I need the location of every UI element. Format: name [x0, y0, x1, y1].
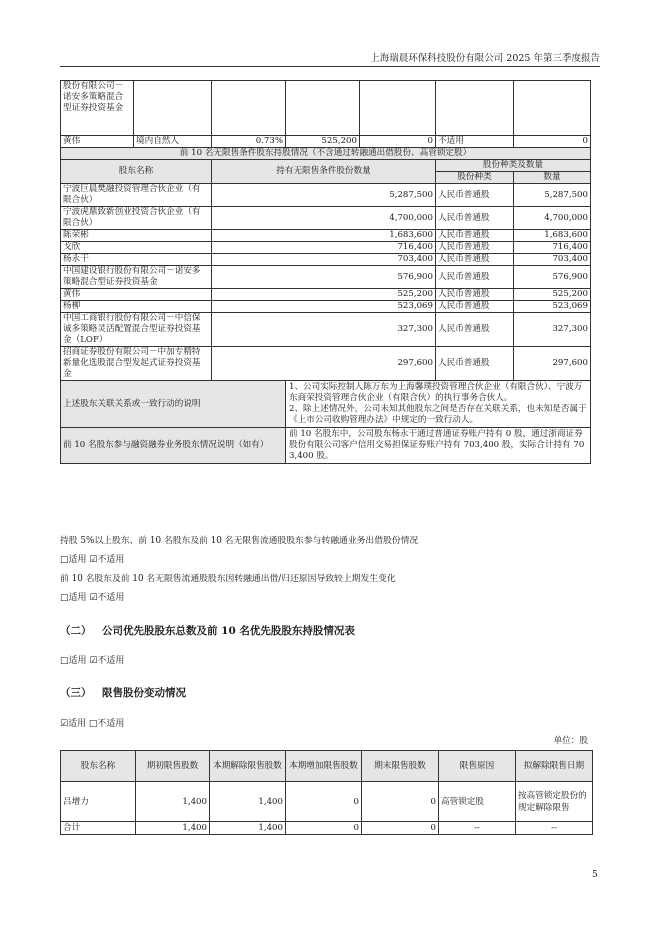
col-header: 股东名称 [61, 751, 136, 782]
unrestricted-qty: 525,200 [212, 289, 436, 301]
note-securities-lending-option: □适用 ☑不适用 [60, 555, 125, 565]
unrestricted-count: 5,287,500 [514, 184, 591, 207]
table-row [61, 81, 591, 136]
relation-text-2: 2、除上述情况外，公司未知其他股东之间是否存在关联关系，也未知是否属于《上市公司收购管理办法》中规定的一致行动人。 [289, 404, 587, 425]
preferred-option: □适用 ☑不适用 [60, 656, 125, 666]
unrestricted-type: 人民币普通股 [436, 301, 514, 313]
unrestricted-title: 前 10 名无限售条件股东持股情况（不含通过转融通出借股份、高管锁定股） [61, 148, 591, 160]
unrestricted-type: 人民币普通股 [436, 347, 514, 381]
unrestricted-type: 人民币普通股 [436, 313, 514, 347]
holder-ratio: 0.73% [212, 136, 286, 148]
unrestricted-qty: 703,400 [212, 254, 436, 266]
col-header-type: 股份种类 [436, 172, 514, 184]
page-number: 5 [592, 870, 598, 880]
unrestricted-type: 人民币普通股 [436, 230, 514, 242]
cell: 合计 [61, 822, 136, 835]
note-lending-change: 前 10 名股东及前 10 名无限售流通股股东因转融通出借/归还原因导致较上期发生变化 [60, 574, 396, 584]
col-header-name: 股东名称 [61, 160, 212, 184]
table-row [61, 136, 591, 148]
unrestricted-name: 戈欣 [61, 242, 212, 254]
restricted-option: ☑适用 □不适用 [60, 719, 125, 729]
cell: 按高管锁定股份的规定解除限售 [516, 782, 593, 822]
section-title: 限售股份变动情况 [102, 687, 186, 699]
col-header: 期末限售股数 [362, 751, 439, 782]
col-header-qty: 持有无限售条件股份数量 [212, 160, 436, 184]
holder-name: 黄伟 [61, 136, 134, 148]
holder-shares: 525,200 [286, 136, 360, 148]
cell: 0 [362, 782, 439, 822]
table-row [61, 301, 591, 313]
margin-text: 前 10 名股东中，公司股东杨永干通过普通证券账户持有 0 股，通过浙商证券股份有限公司客户信用交易担保证券账户持有 703,400 股，实际合计持有 703,400 股。 [286, 428, 591, 464]
header-divider [60, 66, 600, 67]
cell: 0 [286, 782, 362, 822]
table-row [61, 242, 591, 254]
table-row [61, 148, 591, 160]
cell: 0 [362, 822, 439, 835]
unrestricted-count: 327,300 [514, 313, 591, 347]
cell: 1,400 [136, 782, 210, 822]
col-header: 本期增加限售股数 [286, 751, 362, 782]
unrestricted-name: 黄伟 [61, 289, 212, 301]
unrestricted-count: 1,683,600 [514, 230, 591, 242]
unrestricted-name: 杨柳 [61, 301, 212, 313]
unrestricted-qty: 5,287,500 [212, 184, 436, 207]
margin-row [61, 428, 591, 464]
note-securities-lending: 持股 5%以上股东、前 10 名股东及前 10 名无限售流通股股东参与转融通业务出借股份情况 [60, 536, 419, 546]
table-header-row [61, 751, 593, 782]
col-header-count: 数量 [514, 172, 591, 184]
cell: -- [516, 822, 593, 835]
holder-name: 股份有限公司－诺安多策略混合型证券投资基金 [61, 81, 134, 136]
holder-qty: 0 [514, 136, 591, 148]
table-row [61, 347, 591, 381]
relation-text [286, 381, 591, 428]
cell: 吕增力 [61, 782, 136, 822]
unrestricted-count: 4,700,000 [514, 207, 591, 230]
shareholder-table [60, 80, 591, 464]
cell: 1,400 [210, 822, 286, 835]
unrestricted-name: 陈荣彬 [61, 230, 212, 242]
unrestricted-qty: 716,400 [212, 242, 436, 254]
unrestricted-qty: 4,700,000 [212, 207, 436, 230]
holder-nature: 境内自然人 [134, 136, 212, 148]
cell: -- [439, 822, 516, 835]
relation-text-1: 1、公司实际控制人陈万东为上海馨璞投资管理合伙企业（有限合伙）、宁波万东商荣投资管理合伙企业（有限合伙）的执行事务合伙人。 [289, 382, 583, 403]
unrestricted-name: 中国建设银行股份有限公司－诺安多策略混合型证券投资基金 [61, 266, 212, 289]
unrestricted-qty: 327,300 [212, 313, 436, 347]
note-lending-change-option: □适用 ☑不适用 [60, 593, 125, 603]
unrestricted-name: 招商证券股份有限公司－中加专精特新量化选股混合型发起式证券投资基金 [61, 347, 212, 381]
unrestricted-qty: 576,900 [212, 266, 436, 289]
relation-label: 上述股东关联关系或一致行动的说明 [61, 381, 286, 428]
relation-row [61, 381, 591, 428]
unit-label: 单位：股 [553, 736, 588, 746]
holder-status: 不适用 [436, 136, 514, 148]
unrestricted-count: 703,400 [514, 254, 591, 266]
unrestricted-qty: 1,683,600 [212, 230, 436, 242]
table-header-row [61, 160, 591, 172]
unrestricted-count: 525,200 [514, 289, 591, 301]
table-row [61, 266, 591, 289]
unrestricted-name: 杨永干 [61, 254, 212, 266]
col-header: 期初限售股数 [136, 751, 210, 782]
cell: 0 [286, 822, 362, 835]
unrestricted-name: 宁波虎鼎致新创业投资合伙企业（有限合伙） [61, 207, 212, 230]
col-header-type-group: 股份种类及数量 [436, 160, 591, 172]
unrestricted-qty: 523,069 [212, 301, 436, 313]
unrestricted-type: 人民币普通股 [436, 289, 514, 301]
unrestricted-type: 人民币普通股 [436, 207, 514, 230]
table-row [61, 207, 591, 230]
section-heading-restricted [60, 685, 186, 700]
cell: 1,400 [210, 782, 286, 822]
unrestricted-type: 人民币普通股 [436, 266, 514, 289]
unrestricted-name: 宁波巨晨樊融投资管理合伙企业（有限合伙） [61, 184, 212, 207]
unrestricted-qty: 297,600 [212, 347, 436, 381]
col-header: 拟解除限售日期 [516, 751, 593, 782]
section-number: （二） [60, 625, 92, 637]
table-row [61, 254, 591, 266]
table-row [61, 782, 593, 822]
unrestricted-type: 人民币普通股 [436, 254, 514, 266]
holder-restricted: 0 [360, 136, 436, 148]
cell: 1,400 [136, 822, 210, 835]
unrestricted-count: 297,600 [514, 347, 591, 381]
unrestricted-count: 523,069 [514, 301, 591, 313]
table-row [61, 313, 591, 347]
unrestricted-type: 人民币普通股 [436, 242, 514, 254]
unrestricted-type: 人民币普通股 [436, 184, 514, 207]
table-row [61, 822, 593, 835]
unrestricted-count: 716,400 [514, 242, 591, 254]
cell: 高管锁定股 [439, 782, 516, 822]
table-row [61, 289, 591, 301]
section-heading-preferred [60, 623, 355, 638]
col-header: 本期解除限售股数 [210, 751, 286, 782]
table-row [61, 230, 591, 242]
section-number: （三） [60, 687, 92, 699]
unrestricted-name: 中国工商银行股份有限公司－中信保诚多策略灵活配置混合型证券投资基金（LOF） [61, 313, 212, 347]
col-header: 限售原因 [439, 751, 516, 782]
page-header: 上海瑞晨环保科技股份有限公司 2025 年第三季度报告 [370, 53, 600, 64]
table-row [61, 184, 591, 207]
restricted-shares-table [60, 750, 593, 835]
unrestricted-count: 576,900 [514, 266, 591, 289]
margin-label: 前 10 名股东参与融资融券业务股东情况说明（如有） [61, 428, 286, 464]
section-title: 公司优先股股东总数及前 10 名优先股股东持股情况表 [102, 625, 355, 637]
